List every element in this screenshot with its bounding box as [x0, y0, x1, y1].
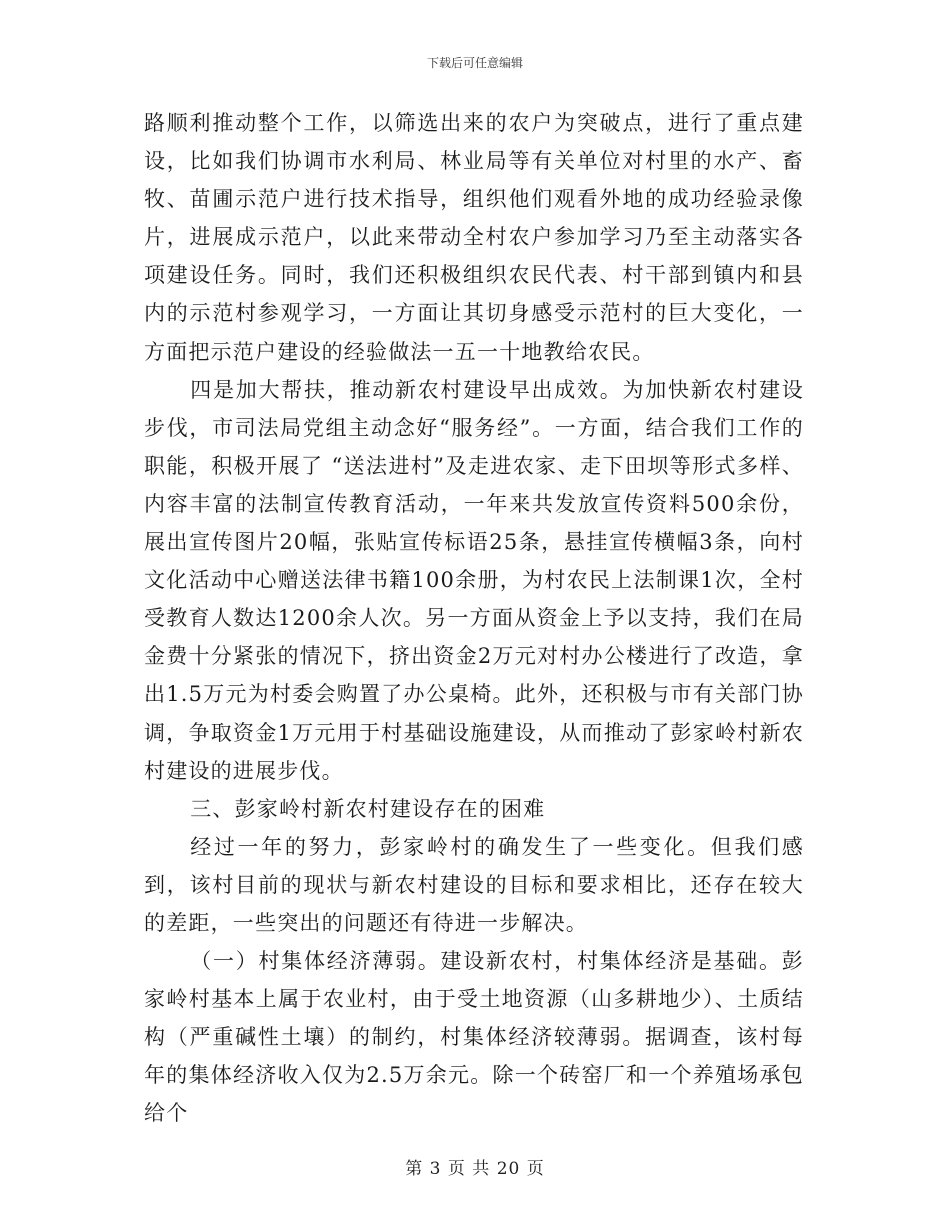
document-body — [144, 104, 804, 1133]
paragraph-summary: 经过一年的努力，彭家岭村的确发生了一些变化。但我们感到，该村目前的现状与新农村建设的目标和要求相比，还存在较大的差距，一些突出的问题还有待进一步解决。 — [144, 834, 804, 935]
page-header-note: 下载后可任意编辑 — [426, 56, 523, 70]
paragraph-point-four: 四是加大帮扶，推动新农村建设早出成效。为加快新农村建设步伐，市司法局党组主动念好“服务经”。一方面，结合我们工作的职能，积极开展了 “送法进村”及走进农家、走下田坝等形式多样、内容丰富的法制宣传教育活动，一年来共发放宣传资料500余份，展出宣传图片20幅，张贴宣传标语25条，悬挂宣传横幅3条，向村文化活动中心赠送法律书籍100余册，为村农民上法制课1次，全村受教育人数达1200余人次。另一方面从资金上予以支持，我们在局金费十分紧张的情况下，挤出资金2万元对村办公楼进行了改造，拿出1.5万元为村委会购置了办公桌椅。此外，还积极与市有关部门协调，争取资金1万元用于村基础设施建设，从而推动了彭家岭村新农村建设的进展步伐。 — [144, 377, 804, 783]
paragraph-continuation: 路顺利推动整个工作，以筛选出来的农户为突破点，进行了重点建设，比如我们协调市水利局、林业局等有关单位对村里的水产、畜牧、苗圃示范户进行技术指导，组织他们观看外地的成功经验录像片，进展成示范户，以此来带动全村农户参加学习乃至主动落实各项建设任务。同时，我们还积极组织农民代表、村干部到镇内和县内的示范村参观学习，一方面让其切身感受示范村的巨大变化，一方面把示范户建设的经验做法一五一十地教给农民。 — [144, 111, 804, 364]
page-number: 第 3 页 共 20 页 — [405, 1159, 545, 1179]
section-heading-difficulties: 三、彭家岭村新农村建设存在的困难 — [190, 796, 546, 821]
paragraph-collective-economy: （一）村集体经济薄弱。建设新农村，村集体经济是基础。彭家岭村基本上属于农业村，由于受土地资源（山多耕地少）、土质结构（严重碱性土壤）的制约，村集体经济较薄弱。据调查，该村每年的集体经济收入仅为2.5万余元。除一个砖窑厂和一个养殖场承包给个 — [144, 949, 804, 1126]
